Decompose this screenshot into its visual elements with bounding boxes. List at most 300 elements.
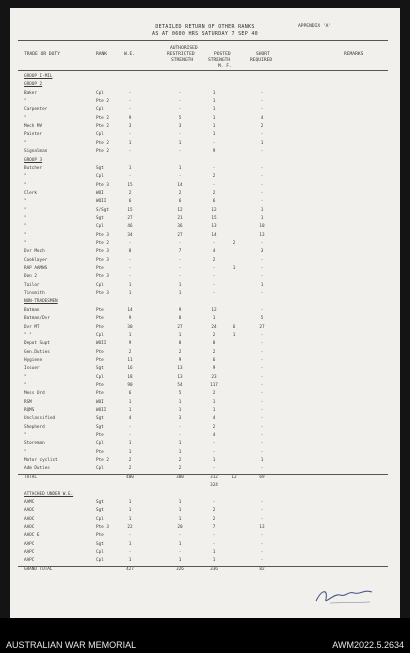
short-cell: - (260, 182, 264, 188)
posted-m-cell: 23 (211, 374, 217, 380)
posted-m-cell: 14 (211, 232, 217, 238)
short-cell: - (260, 90, 264, 96)
table-row (10, 433, 400, 439)
trade-cell: RSM (24, 399, 32, 405)
posted-f-cell: 2 (232, 241, 236, 246)
we-cell: 15 (127, 182, 133, 188)
trade-cell: Hygiene (24, 357, 43, 363)
authorised-cell: - (178, 257, 182, 263)
we-cell: 1 (128, 516, 132, 522)
posted-m-cell: 9 (212, 149, 216, 155)
short-cell: 1 (260, 207, 264, 213)
we-cell: 9 (128, 341, 132, 347)
rank-cell: Sgt (96, 215, 104, 221)
table-row (10, 74, 400, 80)
rank-cell: Cpl (96, 441, 104, 447)
we-cell: - (128, 424, 132, 430)
we-cell: 1 (128, 541, 132, 547)
rank-cell: Cpl (96, 132, 104, 138)
rank-cell: Cpl (96, 466, 104, 472)
short-cell: - (260, 433, 264, 439)
short-cell: - (260, 374, 264, 380)
trade-cell: " (24, 174, 27, 180)
we-cell: 9 (128, 115, 132, 121)
table-row (10, 492, 400, 498)
short-cell: - (260, 516, 264, 522)
authorised-cell: 1 (178, 516, 182, 522)
table-row (10, 216, 400, 222)
posted-m-cell: 1 (212, 558, 216, 564)
authorised-cell: 13 (177, 366, 183, 372)
trade-cell: " (24, 115, 27, 121)
table-row (10, 149, 400, 155)
trade-cell: " (24, 449, 27, 455)
col-remarks: REMARKS (344, 52, 364, 57)
authorised-cell: 27 (177, 232, 183, 238)
rank-cell: Cpl (96, 282, 104, 288)
rank-cell: Pte 2 (96, 241, 109, 246)
short-cell: - (260, 366, 264, 372)
rank-cell: Pte (96, 533, 104, 539)
table-row (10, 208, 400, 214)
authorised-cell: 1 (178, 541, 182, 547)
short-cell: 27 (259, 324, 265, 330)
posted-m-cell: 1 (212, 458, 216, 464)
trade-cell: Storeman (24, 441, 45, 447)
we-cell: - (128, 149, 132, 155)
rank-cell: WOI (96, 190, 104, 196)
rank-cell: Pte (96, 266, 104, 272)
trade-cell: Painter (24, 132, 43, 138)
trade-cell: Shepherd (24, 424, 45, 430)
trade-cell: Dvr MT (24, 324, 40, 330)
posted-m-cell: 1 (212, 408, 216, 413)
short-cell: - (260, 291, 264, 297)
we-cell: 1 (128, 408, 132, 413)
authorised-cell: 54 (177, 382, 183, 388)
posted-m-cell: 1 (212, 549, 216, 555)
posted-m-cell: 9 (212, 366, 216, 372)
col-auth-2: RESTRICTED (167, 52, 195, 57)
authorised-cell: 3 (178, 416, 182, 422)
we-cell: - (128, 90, 132, 96)
we-cell: 1 (128, 332, 132, 338)
we-cell: 1 (128, 282, 132, 288)
we-cell: 1 (128, 449, 132, 455)
posted-m-cell: 324 (210, 483, 218, 489)
short-cell: - (260, 99, 264, 105)
authorised-cell: - (178, 132, 182, 138)
archive-footer (0, 618, 410, 653)
rank-cell: Pte (96, 391, 104, 397)
posted-m-cell: 4 (212, 433, 216, 439)
table-row (10, 291, 400, 297)
rank-cell: Sgt (96, 366, 104, 372)
short-cell: 5 (260, 316, 264, 322)
posted-m-cell: - (212, 241, 216, 246)
we-cell: 46 (127, 224, 133, 230)
table-row (10, 500, 400, 506)
table-row (10, 333, 400, 339)
we-cell: 27 (127, 215, 133, 221)
authorised-cell: 9 (178, 357, 182, 363)
we-cell: 6 (128, 199, 132, 205)
authorised-cell: 326 (176, 566, 184, 572)
authorised-cell: 21 (177, 215, 183, 221)
authorised-cell: - (178, 149, 182, 155)
authorised-cell: 2 (178, 458, 182, 464)
table-row (10, 199, 400, 205)
rank-cell: Pte 3 (96, 182, 109, 188)
total-row (10, 567, 400, 573)
authorised-cell: 1 (178, 449, 182, 455)
posted-m-cell: - (212, 441, 216, 447)
rank-cell: Pte (96, 324, 104, 330)
authorised-cell: - (178, 90, 182, 96)
short-cell: 2 (260, 124, 264, 130)
rank-cell: Pte 3 (96, 249, 109, 255)
posted-m-cell: 12 (211, 207, 217, 213)
trade-cell: AAOC (24, 508, 35, 514)
trade-cell: Baker (24, 90, 37, 96)
trade-cell: AAOC (24, 516, 35, 522)
trade-cell: GROUP 3 (24, 157, 43, 163)
total-rule (18, 474, 388, 475)
total-row (10, 475, 400, 481)
table-row (10, 266, 400, 272)
table-row (10, 400, 400, 406)
we-cell: - (128, 107, 132, 113)
table-row (10, 174, 400, 180)
rank-cell: Pte 2 (96, 124, 109, 130)
trade-cell: " (24, 374, 27, 380)
we-cell: - (128, 132, 132, 138)
rank-cell: Sgt (96, 508, 104, 514)
posted-m-cell: 1 (212, 316, 216, 322)
table-row (10, 391, 400, 397)
we-cell: 1 (128, 399, 132, 405)
table-row (10, 341, 400, 347)
table-row (10, 241, 400, 247)
table-row (10, 99, 400, 105)
posted-m-cell: 2 (212, 190, 216, 196)
rank-cell: WOI (96, 399, 104, 405)
posted-m-cell: 2 (212, 257, 216, 263)
table-row (10, 258, 400, 264)
rank-cell: Pte (96, 382, 104, 388)
footer-accession: AWM2022.5.2634 (332, 640, 404, 650)
we-cell: 90 (127, 382, 133, 388)
we-cell: - (128, 274, 132, 280)
short-cell: - (260, 274, 264, 280)
authorised-cell: 36 (177, 224, 183, 230)
rank-cell: Pte 2 (96, 99, 109, 105)
table-row (10, 91, 400, 97)
rank-cell: WOII (96, 341, 107, 347)
posted-m-cell: 24 (211, 324, 217, 330)
table-row (10, 233, 400, 239)
we-cell: 22 (127, 524, 133, 530)
rank-cell: Sgt (96, 499, 104, 505)
rank-cell: Sgt (96, 424, 104, 430)
rank-cell: Pte 3 (96, 291, 109, 297)
posted-m-cell: - (212, 291, 216, 297)
posted-m-cell: 15 (211, 215, 217, 221)
short-cell: - (260, 449, 264, 455)
authorised-cell: 2 (178, 190, 182, 196)
total-rule (18, 566, 388, 567)
rank-cell: Pte 3 (96, 274, 109, 280)
col-auth-1: AUTHORISED (170, 46, 198, 51)
we-cell: - (128, 257, 132, 263)
posted-m-cell: 6 (212, 199, 216, 205)
posted-m-cell: 13 (211, 224, 217, 230)
authorised-cell: 300 (176, 474, 184, 480)
we-cell: 6 (128, 391, 132, 397)
short-cell: - (260, 441, 264, 447)
footer-institution: AUSTRALIAN WAR MEMORIAL (6, 640, 137, 650)
authorised-cell: 8 (178, 316, 182, 322)
col-trade: TRADE OR DUTY (24, 52, 60, 57)
posted-m-cell: 8 (212, 341, 216, 347)
trade-cell: GRAND TOTAL (24, 566, 53, 572)
trade-cell: " (24, 232, 27, 238)
authorised-cell: - (178, 424, 182, 430)
rank-cell: Pte 2 (96, 458, 109, 464)
authorised-cell: 14 (177, 182, 183, 188)
table-row (10, 542, 400, 548)
authorised-cell: 1 (178, 332, 182, 338)
authorised-cell: 1 (178, 558, 182, 564)
rank-cell: Cpl (96, 558, 104, 564)
we-cell: 1 (128, 140, 132, 146)
we-cell: 9 (128, 316, 132, 322)
trade-cell: Motor cyclist (24, 458, 58, 464)
rank-cell: Sgt (96, 541, 104, 547)
rank-cell: Cpl (96, 516, 104, 522)
authorised-cell: - (178, 274, 182, 280)
short-cell: - (260, 257, 264, 263)
posted-m-cell: - (212, 466, 216, 472)
table-row (10, 124, 400, 130)
table-row (10, 82, 400, 88)
rank-cell: Pte 3 (96, 257, 109, 263)
authorised-cell: - (178, 533, 182, 539)
authorised-cell: 3 (178, 124, 182, 130)
posted-m-cell: 1 (212, 107, 216, 113)
short-cell: - (260, 107, 264, 113)
short-cell: - (260, 199, 264, 205)
short-cell: - (260, 341, 264, 347)
table-row (10, 408, 400, 414)
posted-m-cell: - (212, 533, 216, 539)
we-cell: 1 (128, 291, 132, 297)
posted-m-cell: 1 (212, 115, 216, 121)
posted-m-cell: 2 (212, 508, 216, 514)
rank-cell: Pte (96, 357, 104, 363)
short-cell: - (260, 307, 264, 313)
trade-cell: Batman (24, 307, 40, 313)
authorised-cell: 1 (178, 399, 182, 405)
table-row (10, 183, 400, 189)
table-row (10, 249, 400, 255)
trade-cell: " (24, 207, 27, 213)
trade-cell: RAP AAMWS (24, 266, 48, 272)
we-cell: 11 (127, 357, 133, 363)
trade-cell: Tailor (24, 282, 40, 288)
we-cell: 1 (128, 558, 132, 564)
we-cell: 2 (128, 466, 132, 472)
rule-top (18, 40, 388, 41)
we-cell: - (128, 266, 132, 272)
trade-cell: Cooklayer (24, 257, 48, 263)
rank-cell: S/Sgt (96, 207, 109, 213)
rank-cell: Pte (96, 349, 104, 355)
posted-m-cell: 312 (210, 474, 218, 480)
trade-cell: AAPC (24, 541, 35, 547)
trade-cell: Don 2 (24, 274, 37, 280)
short-cell: - (260, 266, 264, 272)
we-cell: 16 (127, 366, 133, 372)
col-we: W.E. (124, 52, 136, 57)
short-cell: - (260, 424, 264, 430)
short-cell: 1 (260, 140, 264, 146)
trade-cell: Signalman (24, 149, 48, 155)
trade-cell: " (24, 140, 27, 146)
we-cell: 2 (128, 458, 132, 464)
rule-header (18, 70, 388, 71)
authorised-cell: 1 (178, 408, 182, 413)
posted-m-cell: 2 (212, 174, 216, 180)
rank-cell: Pte 2 (96, 149, 109, 155)
authorised-cell: 1 (178, 165, 182, 171)
rank-cell: Pte 3 (96, 524, 109, 530)
rank-cell: Pte (96, 316, 104, 322)
table-row (10, 191, 400, 197)
posted-m-cell: 1 (212, 99, 216, 105)
posted-m-cell: 4 (212, 416, 216, 422)
we-cell: 34 (127, 232, 133, 238)
trade-cell: " (24, 224, 27, 230)
posted-m-cell: 2 (212, 516, 216, 522)
authorised-cell: 27 (177, 324, 183, 330)
authorised-cell: 12 (177, 207, 183, 213)
table-row (10, 325, 400, 331)
we-cell: - (128, 433, 132, 439)
authorised-cell: - (178, 99, 182, 105)
short-cell: - (260, 533, 264, 539)
table-row (10, 158, 400, 164)
trade-cell: TOTAL (24, 474, 37, 480)
short-cell: 3 (260, 249, 264, 255)
trade-cell: Issuer (24, 366, 40, 372)
rank-cell: Pte (96, 433, 104, 439)
table-row (10, 132, 400, 138)
trade-cell: " (24, 241, 27, 246)
authorised-cell: - (178, 433, 182, 439)
col-posted-2: STRENGTH (208, 58, 231, 63)
short-cell: - (260, 558, 264, 564)
we-cell: 400 (126, 474, 134, 480)
posted-f-cell: 1 (232, 332, 236, 338)
short-cell: - (260, 149, 264, 155)
authorised-cell: - (178, 266, 182, 272)
rank-cell: WOII (96, 408, 107, 413)
trade-cell: Depot Supt (24, 341, 50, 347)
table-row (10, 425, 400, 431)
short-cell: - (260, 408, 264, 413)
trade-cell: Clerk (24, 190, 37, 196)
short-cell: - (260, 241, 264, 246)
we-cell: 2 (128, 349, 132, 355)
authorised-cell: 13 (177, 374, 183, 380)
posted-m-cell: 1 (212, 399, 216, 405)
short-cell: - (260, 391, 264, 397)
trade-cell: Batman/Dvr (24, 316, 50, 322)
short-cell: - (260, 499, 264, 505)
table-row (10, 416, 400, 422)
table-row (10, 308, 400, 314)
short-cell: - (260, 541, 264, 547)
posted-m-cell: 1 (212, 90, 216, 96)
posted-f-cell: 1 (232, 266, 236, 272)
rank-cell: Cpl (96, 90, 104, 96)
table-row (10, 366, 400, 372)
table-row (10, 316, 400, 322)
rank-cell: Pte (96, 307, 104, 313)
document-sheet (10, 8, 400, 618)
posted-m-cell: - (212, 140, 216, 146)
table-row (10, 508, 400, 514)
authorised-cell: 7 (178, 249, 182, 255)
trade-cell: Butcher (24, 165, 43, 171)
short-cell: 13 (259, 524, 265, 530)
posted-m-cell: - (212, 165, 216, 171)
short-cell: - (260, 399, 264, 405)
trade-cell: RQMS (24, 408, 35, 413)
col-posted-mf: M. F. (218, 64, 232, 69)
posted-m-cell: - (212, 266, 216, 272)
rank-cell: Sgt (96, 165, 104, 171)
authorised-cell: - (178, 241, 182, 246)
trade-cell: Mech MV (24, 124, 43, 130)
rank-cell: Pte (96, 449, 104, 455)
we-cell: 427 (126, 566, 134, 572)
authorised-cell: 2 (178, 466, 182, 472)
posted-m-cell: 1 (212, 124, 216, 130)
table-row (10, 458, 400, 464)
table-row (10, 550, 400, 556)
posted-m-cell: 2 (212, 349, 216, 355)
short-cell: - (260, 357, 264, 363)
rank-cell: Pte 3 (96, 232, 109, 238)
authorised-cell: 1 (178, 499, 182, 505)
trade-cell: Carpenter (24, 107, 48, 113)
posted-f-cell: 6 (232, 324, 236, 330)
short-cell: - (260, 382, 264, 388)
trade-cell: " (24, 99, 27, 105)
posted-m-cell: - (212, 282, 216, 288)
posted-m-cell: 7 (212, 524, 216, 530)
rank-cell: Cpl (96, 332, 104, 338)
posted-m-cell: 6 (212, 357, 216, 363)
trade-cell: ATTACHED UNDER W.E. (24, 491, 74, 497)
short-cell: 1 (260, 215, 264, 221)
short-cell: 69 (259, 474, 265, 480)
table-row (10, 483, 400, 489)
authorised-cell: - (178, 107, 182, 113)
table-row (10, 533, 400, 539)
